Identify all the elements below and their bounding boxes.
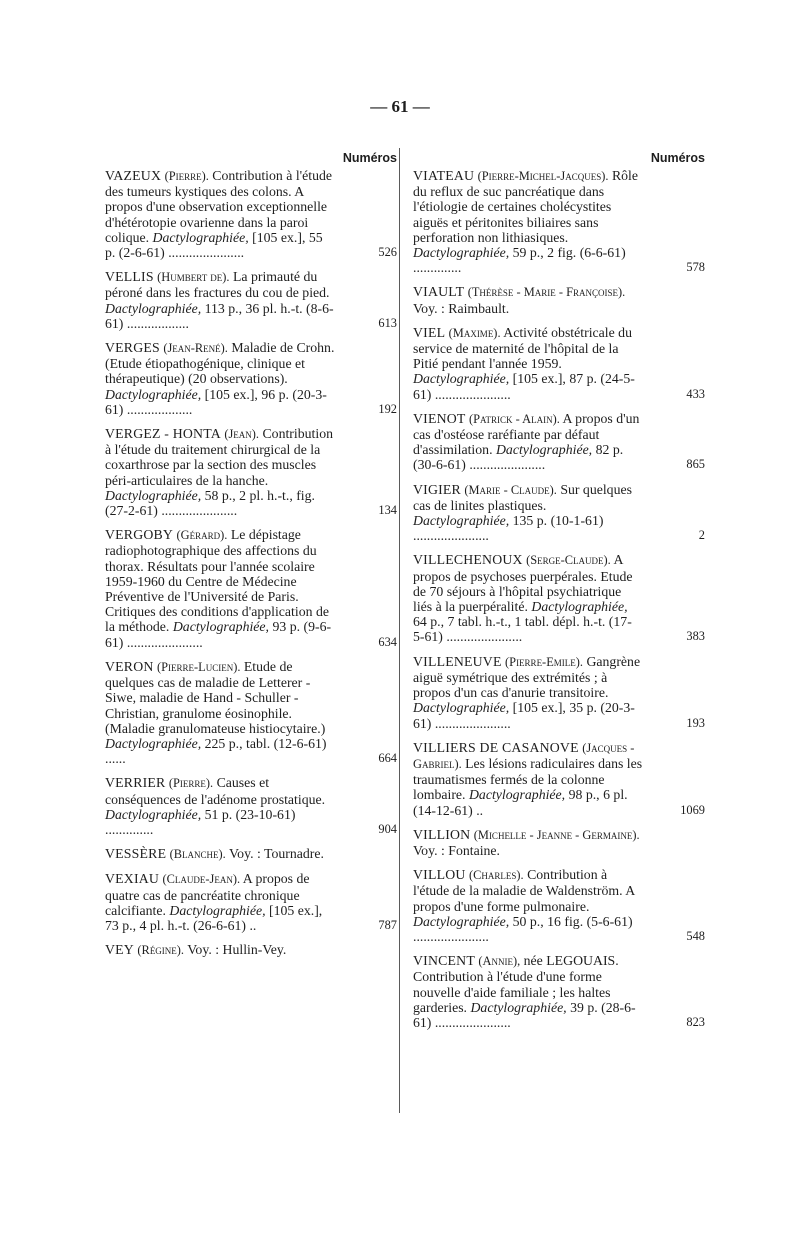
index-entry: [413, 168, 705, 275]
entry-title: Les lésions radiculaires dans les traumatismes fermés de la colonne lombaire.: [413, 755, 643, 803]
entry-firstname: (Annie),: [478, 954, 521, 969]
entry-publication: Dactylographiée,: [105, 487, 202, 503]
entry-title: Etude de quelques cas de maladie de Letterer - Siwe, maladie de Hand - Schuller - Christian, granulome éosinophile. (Maladie granulomateuse histiocytaire.): [105, 658, 326, 736]
entry-number: 1069: [680, 802, 705, 817]
entry-publication: Dactylographiée,: [468, 787, 566, 803]
entry-details: [105 ex.], 96 p. (20-3-61) ...................: [105, 386, 327, 417]
index-entry: [413, 325, 705, 402]
entry-name: VILLECHENOUX: [413, 552, 523, 568]
entry-firstname: (Jean-René).: [163, 341, 228, 356]
entry-number: 192: [378, 401, 397, 416]
index-entry: [105, 168, 397, 260]
index-entry: [105, 527, 397, 650]
index-entry: [413, 953, 705, 1030]
entry-firstname: (Pierre-Emile).: [505, 654, 583, 669]
entry-firstname: (Michelle - Jeanne - Germaine).: [473, 827, 640, 842]
entry-title: Voy. : Fontaine.: [413, 842, 500, 858]
entry-title: Contribution à l'étude des tumeurs kystiques des colons. A propos d'une observation exceptionnelle d'hétérotopie ovarienne dans la paroi colique.: [105, 168, 333, 245]
entry-number: 193: [686, 715, 705, 730]
entry-name: VERGEZ - HONTA: [105, 426, 221, 442]
entry-name: VILLENEUVE: [413, 653, 502, 669]
index-entry: [105, 942, 397, 958]
entry-number: 904: [378, 821, 397, 836]
entry-title: Contribution à l'étude du traitement chirurgical de la coxarthrose par la section des muscles péri-articulaires de la hanche.: [105, 426, 333, 488]
entry-details: 51 p. (23-10-61) ..............: [105, 806, 296, 837]
entry-publication: Dactylographiée,: [152, 229, 249, 245]
entry-publication: Dactylographiée,: [495, 442, 593, 458]
entry-name: VEY: [105, 942, 134, 958]
entry-details: 113 p., 36 pl. h.-t. (8-6-61) ..................: [105, 300, 334, 331]
entry-name: VIATEAU: [413, 168, 475, 183]
column-divider: [399, 148, 400, 1113]
entry-number: 664: [378, 751, 397, 766]
entry-firstname: (Pierre-Lucien).: [156, 659, 241, 674]
entry-title: A propos d'un cas d'ostéose raréfiante par défaut d'assimilation.: [413, 410, 640, 458]
entry-publication: Dactylographiée,: [105, 386, 202, 402]
entry-title: La primauté du péroné dans les fractures du cou de pied.: [105, 269, 330, 301]
entry-name: VELLIS: [105, 269, 154, 285]
entry-details: 50 p., 16 fig. (5-6-61) ......................: [413, 913, 633, 944]
entry-details: 93 p. (9-6-61) ......................: [105, 619, 332, 650]
entry-publication: Dactylographiée,: [470, 999, 567, 1015]
entry-title: A propos de quatre cas de pancréatite chronique calcifiante.: [105, 871, 310, 918]
index-entry: [105, 340, 397, 417]
entry-title: née LEGOUAIS. Contribution à l'étude d'une forme nouvelle d'aide familiale ; les haltes garderies.: [413, 953, 619, 1015]
entry-name: VEXIAU: [105, 871, 160, 887]
entry-name: VIENOT: [413, 410, 466, 426]
entry-number: 634: [378, 634, 397, 649]
page-number: — 61 —: [370, 97, 430, 116]
entry-name: VIAULT: [413, 284, 465, 300]
entry-firstname: (Humbert de).: [157, 270, 230, 285]
entry-number: 383: [686, 629, 705, 644]
entry-name: VINCENT: [413, 953, 475, 969]
entry-publication: Dactylographiée,: [531, 599, 628, 615]
entry-number: 433: [686, 386, 705, 401]
entry-number: 823: [686, 1014, 705, 1029]
entry-publication: Dactylographiée,: [413, 513, 510, 529]
right-column: [413, 148, 705, 1039]
left-column-header: Numéros: [342, 151, 397, 165]
entry-firstname: (Jean).: [224, 427, 260, 442]
entry-details: [105 ex.], 73 p., 4 pl. h.-t. (26-6-61) ..: [105, 902, 323, 933]
entry-name: VILLION: [413, 826, 471, 842]
entry-publication: Dactylographiée,: [105, 735, 202, 751]
entry-firstname: (Gérard).: [176, 528, 228, 543]
entry-name: VIEL: [413, 324, 446, 340]
entry-firstname: (Charles).: [469, 868, 524, 883]
entry-firstname: (Régine).: [137, 943, 185, 958]
index-entry: [413, 740, 705, 818]
entry-publication: Dactylographiée,: [172, 619, 269, 635]
entry-title: Rôle du reflux de suc pancréatique dans l'étiologie de certaines cholécystites aiguës et péritonites biliaires sans perforation non lithiasiques.: [413, 168, 638, 245]
entry-name: VERGES: [105, 340, 160, 356]
index-entry: [413, 284, 705, 315]
entry-title: Voy. : Tournadre.: [228, 846, 324, 862]
entry-details: [105 ex.], 35 p. (20-3-61) ......................: [413, 700, 635, 731]
entry-name: VERON: [105, 658, 154, 674]
entry-details: 225 p., tabl. (12-6-61) ......: [105, 735, 327, 767]
entry-number: 134: [378, 503, 397, 518]
entry-details: [105 ex.], 55 p. (2-6-61) ......................: [105, 229, 323, 261]
index-entry: [105, 871, 397, 933]
entry-number: 578: [686, 260, 705, 275]
index-entry: [413, 482, 705, 544]
entry-title: Gangrène aiguë symétrique des extrémités ; à propos d'un cas d'anurie transitoire.: [413, 653, 641, 701]
entry-title: Voy. : Raimbault.: [413, 300, 510, 316]
entry-details: 64 p., 7 tabl. h.-t., 1 tabl. dépl. h.-t. (17-5-61) ......................: [413, 614, 632, 645]
entry-details: 82 p. (30-6-61) ......................: [413, 442, 624, 473]
entry-publication: Dactylographiée,: [169, 902, 266, 918]
index-entry: [105, 269, 397, 331]
entry-firstname: (Claude-Jean).: [162, 872, 241, 887]
entry-details: 58 p., 2 pl. h.-t., fig. (27-2-61) ......................: [105, 487, 315, 519]
entry-firstname: (Serge-Claude).: [526, 553, 611, 568]
entry-number: 548: [686, 928, 705, 943]
left-column: [105, 148, 397, 967]
entry-title: A propos de psychoses puerpérales. Etude de 70 séjours à l'hôpital psychiatrique liés à la puerpéralité.: [413, 552, 633, 615]
entry-details: [105 ex.], 87 p. (24-5-61) ......................: [413, 371, 635, 402]
entry-firstname: (Patrick - Alain).: [469, 411, 560, 426]
index-entry: [413, 867, 705, 944]
entry-publication: Dactylographiée,: [105, 806, 202, 822]
entry-name: VIGIER: [413, 481, 461, 497]
index-entry: [105, 846, 397, 862]
entry-title: Maladie de Crohn. (Etude étiopathogénique, clinique et thérapeutique) (20 observations).: [105, 340, 335, 387]
entry-firstname: (Jacques - Gabriel).: [413, 740, 635, 771]
entry-details: 98 p., 6 pl. (14-12-61) ..: [413, 787, 628, 818]
entry-publication: Dactylographiée,: [413, 913, 510, 929]
entry-title: Contribution à l'étude de la maladie de Waldenström. A propos d'une forme pulmonaire.: [413, 867, 635, 914]
index-entry: [105, 775, 397, 837]
entry-publication: Dactylographiée,: [413, 245, 510, 261]
index-entry: [413, 827, 705, 858]
entry-name: VILLIERS DE CASANOVE: [413, 739, 579, 755]
entry-name: VILLOU: [413, 867, 466, 883]
entry-number: 2: [698, 528, 705, 543]
entry-firstname: (Thérèse - Marie - Françoise).: [467, 285, 626, 300]
entry-details: 39 p. (28-6-61) ......................: [413, 999, 636, 1030]
entry-firstname: (Marie - Claude).: [464, 482, 557, 497]
entry-name: VERRIER: [105, 775, 166, 791]
entry-number: 526: [378, 245, 397, 260]
entry-publication: Dactylographiée,: [413, 700, 510, 716]
right-column-header: Numéros: [650, 151, 705, 165]
entry-title: Sur quelques cas de linites plastiques.: [413, 481, 632, 513]
index-entry: [105, 426, 397, 518]
index-entry: [413, 552, 705, 644]
index-entry: [105, 659, 397, 766]
entry-title: Voy. : Hullin-Vey.: [187, 942, 287, 958]
entry-firstname: (Maxime).: [448, 325, 501, 340]
entry-firstname: (Pierre).: [164, 169, 209, 183]
entry-details: 135 p. (10-1-61) ......................: [413, 513, 604, 544]
entry-title: Activité obstétricale du service de maternité de l'hôpital de la Pitié pendant l'année 1959.: [413, 324, 632, 372]
entry-name: VERGOBY: [105, 527, 174, 543]
index-entry: [413, 654, 705, 731]
entry-publication: Dactylographiée,: [105, 300, 202, 316]
entry-name: VAZEUX: [105, 168, 162, 183]
entry-title: Le dépistage radiophotographique des affections du thorax. Résultats pour l'année scolaire 1959-1960 du Centre de Médecine Préventive de l'Université de Paris. Critiques des conditions d'application de la méthode.: [105, 527, 329, 635]
entry-details: 59 p., 2 fig. (6-6-61) ..............: [413, 245, 626, 276]
entry-firstname: (Blanche).: [169, 847, 226, 862]
entry-title: Causes et conséquences de l'adénome prostatique.: [105, 775, 326, 807]
entry-firstname: (Pierre-Michel-Jacques).: [477, 169, 609, 183]
entry-name: VESSÈRE: [105, 846, 167, 862]
entry-number: 787: [378, 917, 397, 932]
index-entry: [413, 411, 705, 473]
entry-number: 865: [686, 457, 705, 472]
entry-firstname: (Pierre).: [168, 776, 214, 791]
entry-publication: Dactylographiée,: [413, 371, 510, 387]
entry-number: 613: [378, 315, 397, 330]
